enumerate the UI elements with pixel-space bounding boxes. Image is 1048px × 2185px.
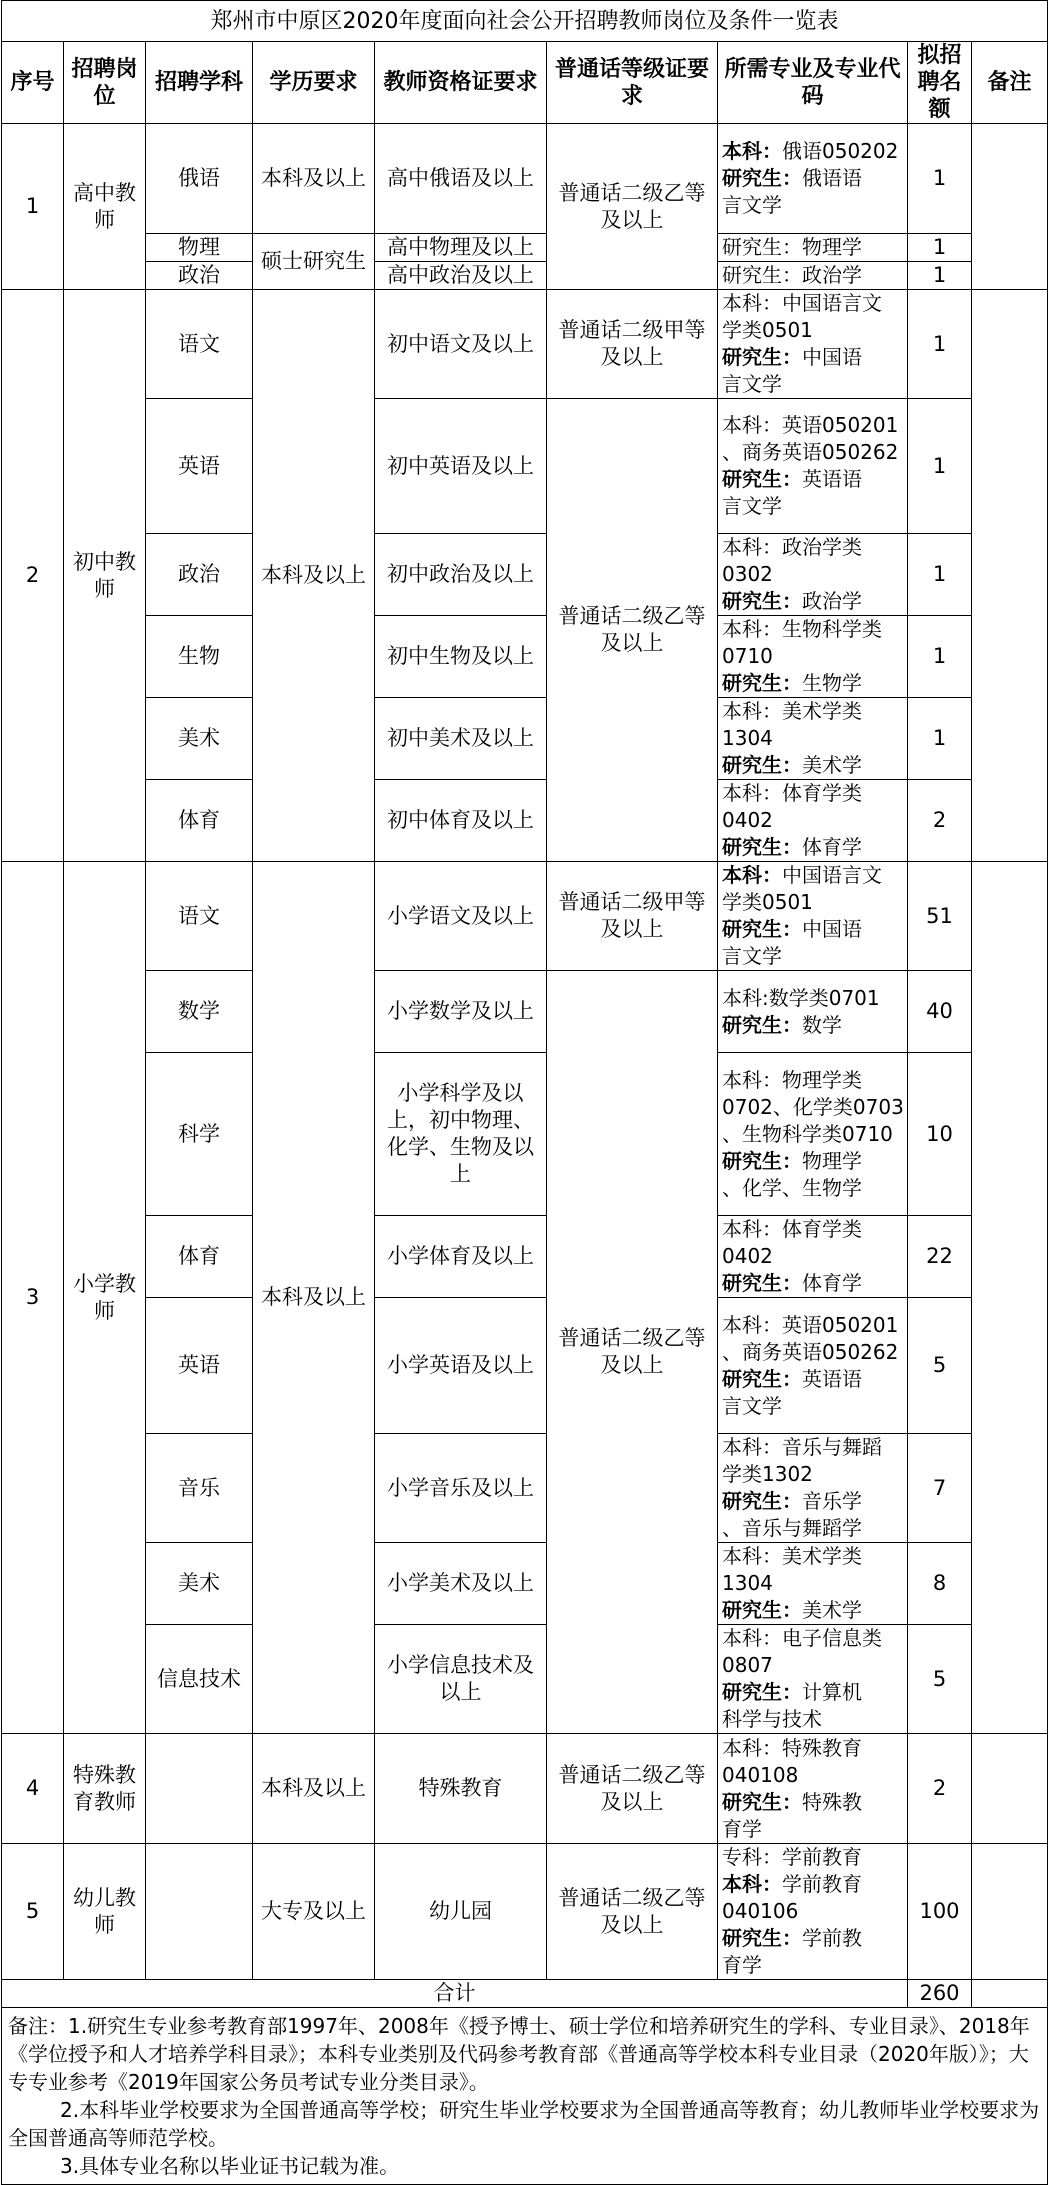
major-text: 计算机 xyxy=(802,1680,862,1704)
major-line xyxy=(722,317,905,344)
major-line xyxy=(722,439,905,466)
certificate-cell: 小学音乐及以上 xyxy=(375,1434,547,1543)
major-label: 研究生： xyxy=(722,1271,802,1295)
major-text: 科学与技术 xyxy=(722,1707,822,1731)
table-row xyxy=(2,1844,1048,1980)
major-cell xyxy=(718,1734,908,1844)
major-line xyxy=(722,1312,905,1339)
subject-cell: 美术 xyxy=(146,698,253,780)
major-text: 言文学 xyxy=(722,494,782,518)
major-text: 育学 xyxy=(722,1953,762,1977)
major-line xyxy=(722,725,905,752)
major-text: 0702、化学类0703 xyxy=(722,1094,904,1119)
major-line xyxy=(722,1570,905,1597)
major-line xyxy=(722,192,905,219)
major-label: 研究生： xyxy=(722,467,802,491)
major-text: 、音乐与舞蹈学 xyxy=(722,1516,862,1540)
major-label: 本科： xyxy=(722,863,782,887)
major-line xyxy=(722,670,905,697)
remark-cell xyxy=(972,1734,1048,1844)
subject-cell: 体育 xyxy=(146,1216,253,1298)
major-text: 本科：中国语言文 xyxy=(722,291,882,315)
header-row xyxy=(2,42,1048,124)
education-cell: 硕士研究生 xyxy=(253,234,375,290)
certificate-cell: 高中政治及以上 xyxy=(375,262,547,290)
major-text: 言文学 xyxy=(722,944,782,968)
recruitment-table xyxy=(1,0,1048,2185)
certificate-cell: 初中政治及以上 xyxy=(375,534,547,616)
major-cell xyxy=(718,1844,908,1980)
major-line xyxy=(722,1148,905,1175)
page-title: 郑州市中原区2020年度面向社会公开招聘教师岗位及条件一览表 xyxy=(2,1,1048,42)
major-line xyxy=(722,344,905,371)
major-line xyxy=(722,1816,905,1843)
major-line xyxy=(722,466,905,493)
major-line xyxy=(722,1461,905,1488)
certificate-cell: 小学美术及以上 xyxy=(375,1543,547,1625)
major-cell xyxy=(718,1434,908,1543)
group-number: 3 xyxy=(2,862,64,1734)
major-text: 0402 xyxy=(722,1244,773,1268)
major-cell xyxy=(718,124,908,234)
post-cell: 幼儿教师 xyxy=(64,1844,146,1980)
education-cell: 本科及以上 xyxy=(253,862,375,1734)
major-label: 研究生： xyxy=(722,1148,802,1173)
major-text: 言文学 xyxy=(722,1393,782,1418)
major-cell xyxy=(718,1216,908,1298)
group-number: 5 xyxy=(2,1844,64,1980)
major-text: 音乐学 xyxy=(802,1489,862,1513)
major-label: 研究生： xyxy=(722,1789,802,1814)
major-text: 本科：生物科学类 xyxy=(722,617,882,641)
major-label: 本科： xyxy=(722,1872,782,1896)
table-row xyxy=(2,698,1048,780)
major-text: 俄语语 xyxy=(802,166,862,190)
major-line xyxy=(722,1121,905,1148)
major-text: 生物学 xyxy=(802,671,862,695)
major-text: 0302 xyxy=(722,562,773,586)
certificate-cell: 小学体育及以上 xyxy=(375,1216,547,1298)
major-label: 研究生： xyxy=(722,1489,802,1513)
major-line xyxy=(722,165,905,192)
major-line xyxy=(722,1012,905,1039)
major-text: 中国语 xyxy=(802,345,862,369)
major-text: 学类0501 xyxy=(722,890,813,914)
major-text: 、生物科学类0710 xyxy=(722,1121,893,1146)
major-text: 研究生：物理学 xyxy=(722,235,862,259)
major-cell xyxy=(718,698,908,780)
major-cell xyxy=(718,862,908,971)
mandarin-cell: 普通话二级甲等及以上 xyxy=(547,862,718,971)
major-line xyxy=(722,262,905,289)
major-text: 美术学 xyxy=(802,1598,862,1622)
major-line xyxy=(722,1270,905,1297)
major-cell xyxy=(718,290,908,399)
major-label: 研究生： xyxy=(722,1012,802,1037)
mandarin-cell: 普通话二级乙等及以上 xyxy=(547,1734,718,1844)
table-row xyxy=(2,399,1048,534)
major-label: 研究生： xyxy=(722,166,802,190)
header-major: 所需专业及专业代码 xyxy=(718,42,908,124)
quota-cell: 5 xyxy=(908,1298,972,1434)
subject-cell xyxy=(146,1734,253,1844)
subject-cell: 音乐 xyxy=(146,1434,253,1543)
major-text: 0402 xyxy=(722,808,773,832)
total-value: 260 xyxy=(908,1980,972,2008)
note-3: 3.具体专业名称以毕业证书记载为准。 xyxy=(60,2154,400,2178)
major-line xyxy=(722,752,905,779)
major-text: 学类0501 xyxy=(722,318,813,342)
table-row xyxy=(2,1734,1048,1844)
major-text: 本科：特殊教育 xyxy=(722,1735,862,1760)
header-no: 序号 xyxy=(2,42,64,124)
major-line xyxy=(722,1762,905,1789)
major-cell xyxy=(718,1053,908,1216)
table-row xyxy=(2,1625,1048,1734)
major-line xyxy=(722,985,905,1012)
major-text: 本科：电子信息类 xyxy=(722,1626,882,1650)
major-label: 研究生： xyxy=(722,1366,802,1391)
certificate-cell: 高中俄语及以上 xyxy=(375,124,547,234)
major-line xyxy=(722,1735,905,1762)
education-cell: 本科及以上 xyxy=(253,290,375,862)
major-line xyxy=(722,1543,905,1570)
major-cell xyxy=(718,262,908,290)
subject-cell: 语文 xyxy=(146,862,253,971)
major-line xyxy=(722,1175,905,1202)
table-row xyxy=(2,290,1048,399)
major-line xyxy=(722,1625,905,1652)
notes-cell xyxy=(2,2008,1048,2185)
major-text: 0807 xyxy=(722,1653,773,1677)
header-mandarin: 普通话等级证要求 xyxy=(547,42,718,124)
major-line xyxy=(722,234,905,261)
major-text: 美术学 xyxy=(802,753,862,777)
major-text: 政治学 xyxy=(802,589,862,613)
certificate-cell: 高中物理及以上 xyxy=(375,234,547,262)
quota-cell: 100 xyxy=(908,1844,972,1980)
major-text: 学前教育 xyxy=(782,1872,862,1896)
certificate-cell: 幼儿园 xyxy=(375,1844,547,1980)
subject-cell xyxy=(146,1844,253,1980)
group-number: 4 xyxy=(2,1734,64,1844)
major-text: 、化学、生物学 xyxy=(722,1175,862,1200)
major-text: 本科：体育学类 xyxy=(722,781,862,805)
subject-cell: 英语 xyxy=(146,1298,253,1434)
major-line xyxy=(722,1844,905,1871)
quota-cell: 1 xyxy=(908,262,972,290)
major-line xyxy=(722,493,905,520)
total-label: 合计 xyxy=(2,1980,908,2008)
major-label: 研究生： xyxy=(722,835,802,859)
quota-cell: 8 xyxy=(908,1543,972,1625)
major-text: 1304 xyxy=(722,1571,773,1595)
major-text: 育学 xyxy=(722,1816,762,1841)
certificate-cell: 初中语文及以上 xyxy=(375,290,547,399)
major-line xyxy=(722,1652,905,1679)
certificate-cell: 小学数学及以上 xyxy=(375,971,547,1053)
group-number: 2 xyxy=(2,290,64,862)
remark-cell xyxy=(972,1980,1048,2008)
certificate-cell: 初中生物及以上 xyxy=(375,616,547,698)
remark-cell xyxy=(972,124,1048,290)
major-line xyxy=(722,561,905,588)
major-cell xyxy=(718,616,908,698)
subject-cell: 生物 xyxy=(146,616,253,698)
major-text: 中国语 xyxy=(802,917,862,941)
subject-cell: 信息技术 xyxy=(146,1625,253,1734)
major-cell xyxy=(718,534,908,616)
major-text: 、商务英语050262 xyxy=(722,1339,899,1364)
education-cell: 本科及以上 xyxy=(253,124,375,234)
total-row xyxy=(2,1980,1048,2008)
major-label: 研究生： xyxy=(722,753,802,777)
major-text: 英语语 xyxy=(802,1366,862,1391)
major-line xyxy=(722,943,905,970)
table-row xyxy=(2,862,1048,971)
major-cell xyxy=(718,971,908,1053)
major-line xyxy=(722,371,905,398)
table-row xyxy=(2,616,1048,698)
major-text: 040108 xyxy=(722,1762,799,1787)
major-text: 体育学 xyxy=(802,835,862,859)
major-text: 本科：美术学类 xyxy=(722,1544,862,1568)
subject-cell: 物理 xyxy=(146,234,253,262)
major-text: 、商务英语050262 xyxy=(722,440,899,464)
major-line xyxy=(722,1515,905,1542)
note-2: 2.本科毕业学校要求为全国普通高等学校；研究生毕业学校要求为全国普通高等教育；幼儿教师毕业学校要求为全国普通高等师范学校。 xyxy=(8,2098,1040,2150)
subject-cell: 数学 xyxy=(146,971,253,1053)
major-label: 研究生： xyxy=(722,671,802,695)
major-line xyxy=(722,807,905,834)
header-post: 招聘岗位 xyxy=(64,42,146,124)
major-text: 研究生：政治学 xyxy=(722,263,862,287)
quota-cell: 1 xyxy=(908,124,972,234)
major-cell xyxy=(718,234,908,262)
certificate-cell: 小学英语及以上 xyxy=(375,1298,547,1434)
mandarin-cell: 普通话二级甲等及以上 xyxy=(547,290,718,399)
subject-cell: 政治 xyxy=(146,262,253,290)
major-cell xyxy=(718,399,908,534)
quota-cell: 10 xyxy=(908,1053,972,1216)
major-line xyxy=(722,1067,905,1094)
major-label: 研究生： xyxy=(722,589,802,613)
subject-cell: 美术 xyxy=(146,1543,253,1625)
major-line xyxy=(722,588,905,615)
quota-cell: 1 xyxy=(908,698,972,780)
major-label: 研究生： xyxy=(722,345,802,369)
major-line xyxy=(722,412,905,439)
major-text: 物理学 xyxy=(802,1148,862,1173)
major-text: 本科：体育学类 xyxy=(722,1217,862,1241)
mandarin-cell: 普通话二级乙等及以上 xyxy=(547,971,718,1734)
major-cell xyxy=(718,1625,908,1734)
major-label: 研究生： xyxy=(722,1598,802,1622)
remark-cell xyxy=(972,862,1048,1734)
table-row xyxy=(2,1216,1048,1298)
subject-cell: 语文 xyxy=(146,290,253,399)
post-cell: 特殊教育教师 xyxy=(64,1734,146,1844)
major-label: 研究生： xyxy=(722,917,802,941)
quota-cell: 2 xyxy=(908,780,972,862)
certificate-cell: 小学语文及以上 xyxy=(375,862,547,971)
major-text: 言文学 xyxy=(722,372,782,396)
table-row xyxy=(2,262,1048,290)
certificate-cell: 特殊教育 xyxy=(375,1734,547,1844)
table-row xyxy=(2,1434,1048,1543)
major-cell xyxy=(718,780,908,862)
subject-cell: 俄语 xyxy=(146,124,253,234)
remark-cell xyxy=(972,290,1048,862)
table-row xyxy=(2,234,1048,262)
major-line xyxy=(722,862,905,889)
major-line xyxy=(722,1789,905,1816)
major-label: 研究生： xyxy=(722,1926,802,1950)
major-text: 本科：音乐与舞蹈 xyxy=(722,1435,882,1459)
notes-row xyxy=(2,2008,1048,2185)
group-number: 1 xyxy=(2,124,64,290)
note-1: 备注：1.研究生专业参考教育部1997年、2008年《授予博士、硕士学位和培养研究生的学科、专业目录》、2018年《学位授予和人才培养学科目录》；本科专业类别及代码参考教育部《普通高等学校本科专业目录（2020年版）》；大专专业参考《2019年国家公务员考试专业分类目录》。 xyxy=(8,2014,1030,2094)
major-text: 本科:数学类0701 xyxy=(722,985,880,1010)
major-text: 中国语言文 xyxy=(782,863,882,887)
major-line xyxy=(722,1243,905,1270)
certificate-cell: 初中美术及以上 xyxy=(375,698,547,780)
education-cell: 本科及以上 xyxy=(253,1734,375,1844)
quota-cell: 2 xyxy=(908,1734,972,1844)
quota-cell: 1 xyxy=(908,234,972,262)
major-line xyxy=(722,916,905,943)
major-text: 俄语050202 xyxy=(782,139,899,163)
major-cell xyxy=(718,1543,908,1625)
header-subject: 招聘学科 xyxy=(146,42,253,124)
major-line xyxy=(722,138,905,165)
major-text: 专科：学前教育 xyxy=(722,1845,862,1869)
major-text: 体育学 xyxy=(802,1271,862,1295)
major-text: 言文学 xyxy=(722,193,782,217)
header-quota: 拟招聘名额 xyxy=(908,42,972,124)
remark-cell xyxy=(972,1844,1048,1980)
mandarin-cell: 普通话二级乙等及以上 xyxy=(547,1844,718,1980)
major-text: 1304 xyxy=(722,726,773,750)
major-line xyxy=(722,1898,905,1925)
quota-cell: 5 xyxy=(908,1625,972,1734)
header-certificate: 教师资格证要求 xyxy=(375,42,547,124)
certificate-cell: 初中英语及以上 xyxy=(375,399,547,534)
major-line xyxy=(722,1393,905,1420)
table-row xyxy=(2,1543,1048,1625)
subject-cell: 政治 xyxy=(146,534,253,616)
major-line xyxy=(722,1216,905,1243)
major-line xyxy=(722,780,905,807)
major-line xyxy=(722,616,905,643)
major-label: 研究生： xyxy=(722,1680,802,1704)
post-cell: 初中教师 xyxy=(64,290,146,862)
major-text: 学类1302 xyxy=(722,1462,813,1486)
table-row xyxy=(2,1298,1048,1434)
table-row xyxy=(2,534,1048,616)
major-text: 040106 xyxy=(722,1899,799,1923)
major-line xyxy=(722,1871,905,1898)
major-line xyxy=(722,1706,905,1733)
table-row xyxy=(2,971,1048,1053)
major-line xyxy=(722,1679,905,1706)
header-remark: 备注 xyxy=(972,42,1048,124)
major-line xyxy=(722,643,905,670)
major-text: 本科：英语050201 xyxy=(722,1312,899,1337)
major-line xyxy=(722,290,905,317)
table-row xyxy=(2,780,1048,862)
major-line xyxy=(722,1597,905,1624)
major-line xyxy=(722,534,905,561)
post-cell: 高中教师 xyxy=(64,124,146,290)
major-text: 0710 xyxy=(722,644,773,668)
major-line xyxy=(722,1488,905,1515)
major-text: 本科：美术学类 xyxy=(722,699,862,723)
major-text: 数学 xyxy=(802,1012,842,1037)
major-line xyxy=(722,1094,905,1121)
quota-cell: 1 xyxy=(908,534,972,616)
major-cell xyxy=(718,1298,908,1434)
quota-cell: 1 xyxy=(908,290,972,399)
table-row xyxy=(2,1053,1048,1216)
major-line xyxy=(722,1952,905,1979)
education-cell: 大专及以上 xyxy=(253,1844,375,1980)
certificate-cell: 初中体育及以上 xyxy=(375,780,547,862)
mandarin-cell: 普通话二级乙等及以上 xyxy=(547,399,718,862)
header-education: 学历要求 xyxy=(253,42,375,124)
major-label: 本科： xyxy=(722,139,782,163)
quota-cell: 22 xyxy=(908,1216,972,1298)
certificate-cell: 小学信息技术及以上 xyxy=(375,1625,547,1734)
quota-cell: 40 xyxy=(908,971,972,1053)
major-line xyxy=(722,1925,905,1952)
major-text: 特殊教 xyxy=(802,1789,862,1814)
subject-cell: 英语 xyxy=(146,399,253,534)
major-line xyxy=(722,1339,905,1366)
quota-cell: 1 xyxy=(908,616,972,698)
major-line xyxy=(722,698,905,725)
quota-cell: 7 xyxy=(908,1434,972,1543)
subject-cell: 体育 xyxy=(146,780,253,862)
major-text: 本科：英语050201 xyxy=(722,413,899,437)
certificate-cell: 小学科学及以上，初中物理、化学、生物及以上 xyxy=(375,1053,547,1216)
major-line xyxy=(722,1366,905,1393)
major-line xyxy=(722,889,905,916)
major-line xyxy=(722,834,905,861)
post-cell: 小学教师 xyxy=(64,862,146,1734)
quota-cell: 51 xyxy=(908,862,972,971)
table-row xyxy=(2,124,1048,234)
major-line xyxy=(722,1434,905,1461)
quota-cell: 1 xyxy=(908,399,972,534)
major-text: 学前教 xyxy=(802,1926,862,1950)
major-text: 本科：政治学类 xyxy=(722,535,862,559)
subject-cell: 科学 xyxy=(146,1053,253,1216)
mandarin-cell: 普通话二级乙等及以上 xyxy=(547,124,718,290)
major-text: 本科：物理学类 xyxy=(722,1067,862,1092)
major-text: 英语语 xyxy=(802,467,862,491)
